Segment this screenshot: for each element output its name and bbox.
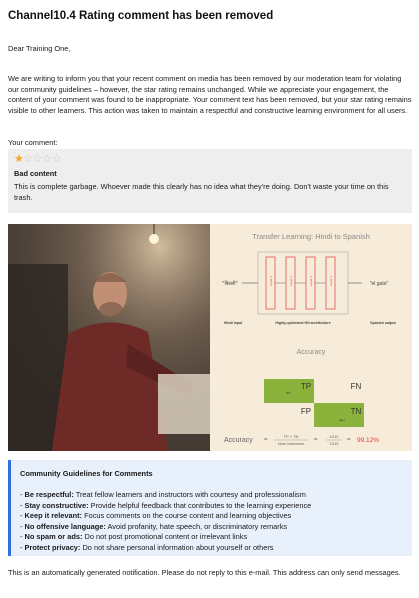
intro-paragraph: We are writing to inform you that your recent comment on media has been removed by our moderation team for violating our community guidelines – however, the star rating remains unchanged. While we appreciate your engagement, the content of your comment was found to be inappropriate. Your comment text has been removed, but your star rating remains visible to other learners. This action was taken to maintain a respectful and constructive learning environment for all users. (8, 74, 412, 116)
star-empty-icon: ☆ (42, 153, 52, 165)
guideline-item (20, 490, 311, 501)
star-empty-icon: ☆ (51, 153, 61, 165)
output-word: "el gato" (369, 281, 389, 287)
guidelines-box (8, 460, 412, 556)
result-value: 99.12% (357, 437, 380, 444)
slide-title: Transfer Learning: Hindi to Spanish (252, 232, 370, 241)
guideline-item (20, 532, 311, 543)
fp-label: FP (300, 407, 312, 416)
laptop (158, 374, 210, 434)
guidelines-list (20, 490, 311, 554)
layer-label: Layer 2 (289, 275, 293, 286)
comment-text: This is complete garbage. Whoever made this clearly has no idea what they're doing. Don't waste your time on this trash. (14, 182, 389, 202)
tp-label: TP (300, 382, 312, 391)
guideline-text: Focus comments on the course content and learning objectives (84, 511, 292, 521)
bullet: - (20, 500, 25, 510)
guideline-label: No spam or ads: (24, 532, 83, 542)
star-filled-icon: ★ (14, 153, 24, 165)
guideline-label: Be respectful: (24, 490, 74, 499)
bullet: - (20, 511, 25, 521)
value-equals: = (314, 437, 318, 443)
guideline-text: Do not post promotional content or irrelevant links (84, 532, 248, 542)
guideline-text: Avoid profanity, hate speech, or discriminatory remarks (107, 521, 288, 531)
bullet: - (20, 521, 25, 531)
guideline-text: Treat fellow learners and instructors with courtesy and professionalism (75, 490, 306, 499)
guidelines-heading: Community Guidelines for Comments (20, 469, 153, 478)
guideline-text: Do not share personal information about yourself or others (82, 542, 274, 552)
guideline-label: Protect privacy: (24, 542, 81, 552)
guideline-label: No offensive language: (24, 521, 106, 531)
output-caption: Spanish output (370, 321, 396, 325)
bullet: - (20, 542, 25, 552)
formula-equals: = (264, 437, 268, 443)
comment-title: Bad content (14, 169, 57, 178)
formula-denominator: Num instances (277, 441, 305, 446)
star-rating (14, 152, 61, 165)
guideline-text: Provide helpful feedback that contributes to the learning experience (90, 500, 312, 510)
formula-numerator: TP + TN (283, 434, 299, 439)
guideline-label: Keep it relevant: (24, 511, 83, 521)
layer-label: Layer 3 (309, 275, 313, 286)
value-numerator: 1010 (329, 434, 339, 439)
tn-label: TN (350, 407, 362, 416)
guideline-item (20, 501, 311, 512)
greeting: Dear Training One, (8, 44, 71, 53)
bullet: - (20, 490, 25, 499)
result-equals: = (347, 437, 351, 443)
bullet: - (20, 532, 25, 542)
confusion-matrix (264, 379, 364, 427)
model-caption: Highly-optimized NN architecture (275, 321, 331, 325)
guideline-item (20, 543, 311, 554)
media-thumbnail[interactable] (8, 224, 412, 451)
layer-label: Layer 1 (269, 275, 273, 286)
lamp-icon (149, 234, 159, 244)
guideline-item (20, 522, 311, 533)
formula-label: Accuracy (224, 437, 253, 444)
layer-label: Layer 4 (329, 275, 333, 286)
video-frame (8, 224, 412, 451)
star-empty-icon: ☆ (32, 153, 43, 165)
email-subject: Channel10.4 Rating comment has been removed (8, 10, 274, 22)
accuracy-title: Accuracy (296, 349, 326, 356)
tp-note: fish (286, 391, 291, 395)
value-denominator: 1019 (329, 441, 339, 446)
guideline-label: Stay constructive: (24, 500, 89, 510)
fn-label: FN (350, 382, 362, 391)
input-word: "बिल्ली" (222, 281, 238, 287)
person-beard (99, 302, 123, 318)
guideline-item (20, 511, 311, 522)
your-comment-label: Your comment: (8, 138, 58, 147)
input-caption: Hindi input (224, 321, 243, 325)
star-empty-icon: ☆ (23, 153, 33, 165)
comment-box (8, 149, 412, 213)
footer-note: This is an automatically generated notification. Please do not reply to this e-mail. This address can only send messages. (8, 568, 401, 577)
tn-note: tiger (339, 418, 345, 422)
